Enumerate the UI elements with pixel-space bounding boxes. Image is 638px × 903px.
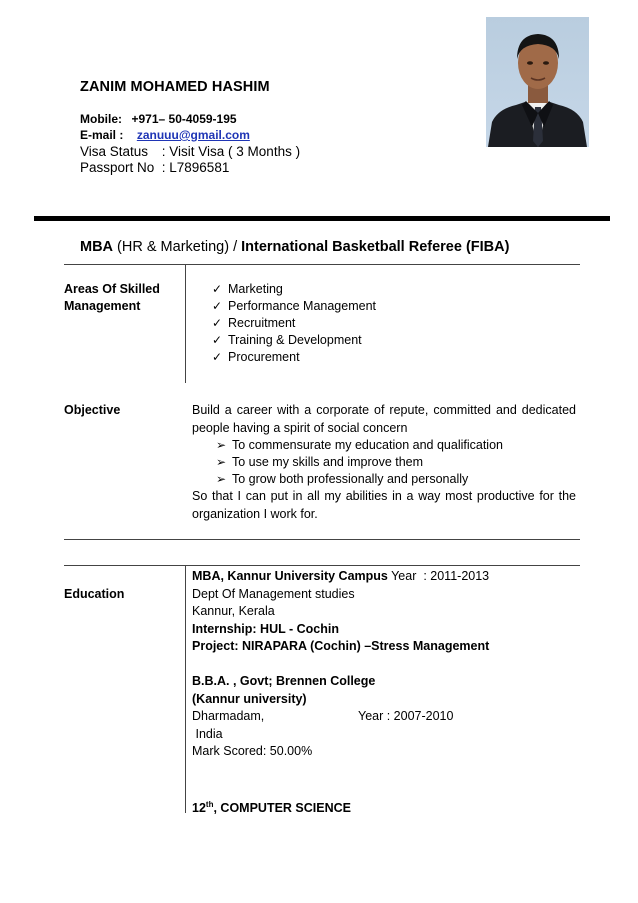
visa-status-label: Visa Status	[80, 144, 149, 159]
mba-line	[192, 568, 576, 586]
headline-specialization: (HR & Marketing) /	[113, 239, 242, 255]
list-item	[216, 454, 576, 471]
email-link[interactable]: zanuuu@gmail.com	[136, 128, 250, 142]
passport-value: : L7896581	[161, 160, 230, 175]
checkmark-icon: ✓	[212, 282, 223, 296]
skill-label: Training & Development	[228, 333, 362, 347]
mba-title: MBA, Kannur University Campus	[192, 569, 388, 583]
checkmark-icon: ✓	[212, 350, 223, 364]
visa-status-value: : Visit Visa ( 3 Months )	[161, 144, 301, 159]
skills-label	[64, 281, 160, 315]
skill-label: Procurement	[228, 350, 300, 364]
header-divider	[34, 216, 610, 221]
mobile-value: +971– 50-4059-195	[131, 112, 237, 126]
visa-status-row	[80, 144, 300, 159]
objective-point: To commensurate my education and qualification	[232, 438, 503, 452]
objective-point: To grow both professionally and personally	[232, 472, 469, 486]
bba-place-line	[192, 708, 576, 726]
list-item	[216, 471, 576, 488]
skill-label: Performance Management	[228, 299, 376, 313]
skill-label: Marketing	[228, 282, 283, 296]
list-item	[216, 437, 576, 454]
mba-year: Year : 2011-2013	[387, 569, 490, 583]
bba-marks: Mark Scored: 50.00%	[192, 744, 313, 758]
education-top-border	[64, 565, 580, 566]
list-item	[212, 298, 376, 315]
list-item	[212, 349, 376, 366]
bba-title: B.B.A. , Govt; Brennen College	[192, 674, 376, 688]
headline-degree: MBA	[80, 239, 114, 255]
candidate-name: ZANIM MOHAMED HASHIM	[80, 79, 270, 95]
bba-university: (Kannur university)	[192, 691, 307, 706]
list-item	[212, 281, 376, 298]
education-body	[192, 568, 576, 817]
table-top-border	[64, 264, 580, 265]
profile-photo	[486, 17, 589, 147]
arrow-bullet-icon: ➢	[216, 472, 227, 486]
internship: Internship: HUL - Cochin	[192, 621, 339, 636]
education-column-divider	[185, 565, 186, 813]
passport-label: Passport No	[80, 160, 155, 175]
arrow-bullet-icon: ➢	[216, 438, 227, 452]
mobile-row	[80, 112, 237, 126]
twelfth-subject: , COMPUTER SCIENCE	[213, 800, 351, 815]
objective-body	[192, 402, 576, 523]
checkmark-icon: ✓	[212, 299, 223, 313]
twelfth-number: 12	[192, 800, 206, 815]
objective-bottom-border	[64, 539, 580, 540]
arrow-bullet-icon: ➢	[216, 455, 227, 469]
mba-dept: Dept Of Management studies	[192, 586, 355, 601]
bba-country: India	[192, 726, 223, 741]
skills-label-line2: Management	[64, 299, 141, 313]
bba-year: Year : 2007-2010	[358, 709, 454, 723]
list-item	[212, 315, 376, 332]
skill-label: Recruitment	[228, 316, 296, 330]
objective-label: Objective	[64, 403, 121, 417]
twelfth-suffix: th	[205, 799, 214, 809]
objective-intro: Build a career with a corporate of repute, committed and dedicated people having a spirit of social concern	[192, 403, 576, 435]
mobile-label: Mobile:	[80, 112, 122, 126]
email-row	[80, 128, 250, 142]
headline	[80, 239, 509, 255]
objective-point: To use my skills and improve them	[232, 455, 424, 469]
checkmark-icon: ✓	[212, 333, 223, 347]
objective-points	[192, 437, 576, 488]
skills-column-divider	[185, 265, 186, 383]
passport-row	[80, 160, 229, 175]
mba-place: Kannur, Kerala	[192, 604, 275, 618]
list-item	[212, 332, 376, 349]
twelfth-line	[192, 796, 576, 818]
skills-list	[212, 281, 376, 366]
checkmark-icon: ✓	[212, 316, 223, 330]
objective-closing: So that I can put in all my abilities in a way most productive for the organization I work for.	[192, 489, 576, 521]
skills-label-line1: Areas Of Skilled	[64, 282, 160, 296]
email-label: E-mail :	[80, 128, 124, 142]
project: Project: NIRAPARA (Cochin) –Stress Management	[192, 639, 490, 653]
headline-title: International Basketball Referee (FIBA)	[241, 239, 510, 255]
education-label: Education	[64, 587, 125, 601]
bba-place: Dharmadam,	[192, 709, 265, 723]
